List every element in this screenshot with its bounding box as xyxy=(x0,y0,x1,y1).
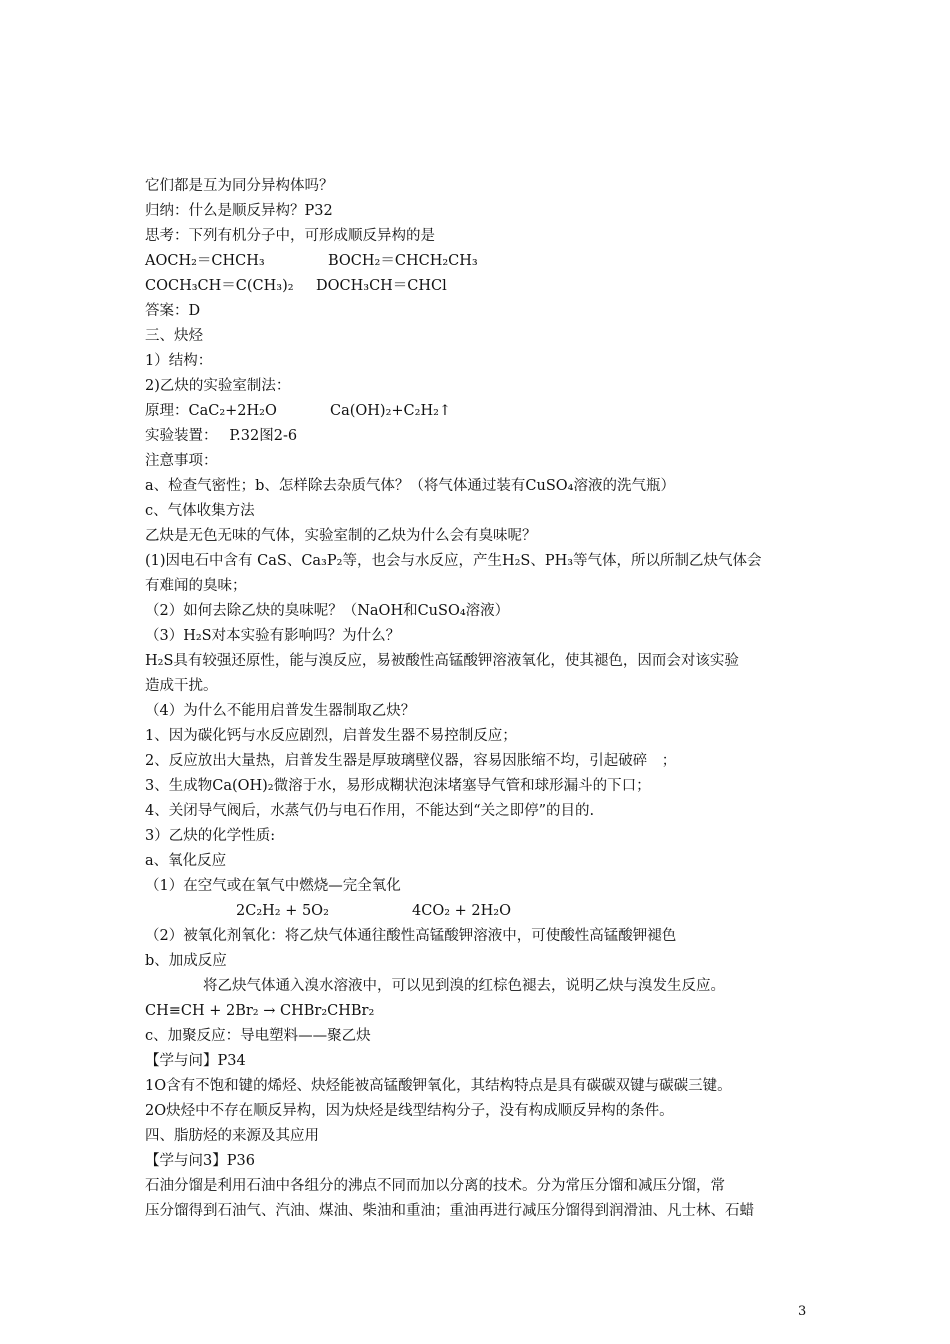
text-line: 石油分馏是利用石油中各组分的沸点不同而加以分离的技术。分为常压分馏和减压分馏，常 xyxy=(145,1178,725,1194)
section-heading: 三、炔烃 xyxy=(145,328,203,344)
text-line: （2）如何去除乙炔的臭味呢？（NaOH和CuSO₄溶液） xyxy=(145,603,510,619)
text-line: 4、关闭导气阀后，水蒸气仍与电石作用，不能达到“关之即停”的目的. xyxy=(145,803,595,819)
text-line: c、气体收集方法 xyxy=(145,503,255,519)
text-line: 1）结构： xyxy=(145,353,213,369)
option-b: BOCH₂＝CHCH₂CH₃ xyxy=(328,253,478,269)
text-line: 【学与问3】P36 xyxy=(145,1153,255,1169)
page-number: 3 xyxy=(798,1304,807,1319)
text-line: c、加聚反应：导电塑料——聚乙炔 xyxy=(145,1028,371,1044)
text-line: 3）乙炔的化学性质: xyxy=(145,828,276,844)
equation-line: CH≡CH + 2Br₂ → CHBr₂CHBr₂ xyxy=(145,1003,375,1019)
text-line: 思考：下列有机分子中，可形成顺反异构的是 xyxy=(145,228,435,244)
text-line: 1、因为碳化钙与水反应剧烈，启普发生器不易控制反应； xyxy=(145,728,517,744)
text-line: 【学与问】P34 xyxy=(145,1053,246,1069)
text-line: a、检查气密性；b、怎样除去杂质气体？（将气体通过装有CuSO₄溶液的洗气瓶） xyxy=(145,478,675,494)
text-line: 压分馏得到石油气、汽油、煤油、柴油和重油；重油再进行减压分馏得到润滑油、凡士林、石蜡 xyxy=(145,1203,754,1219)
text-line: H₂S具有较强还原性，能与溴反应，易被酸性高锰酸钾溶液氧化，使其褪色，因而会对该实验 xyxy=(145,653,739,669)
text-line: （1）在空气或在氧气中燃烧—完全氧化 xyxy=(145,878,401,894)
text-line: a、氧化反应 xyxy=(145,853,227,869)
text-line: 造成干扰。 xyxy=(145,678,218,694)
option-a: AOCH₂＝CHCH₃ xyxy=(145,253,265,269)
text-line: 实验装置： P.32图2-6 xyxy=(145,428,298,444)
text-line: （4）为什么不能用启普发生器制取乙炔？ xyxy=(145,703,416,719)
text-line: (1)因电石中含有 CaS、Ca₃P₂等，也会与水反应，产生H₂S、PH₃等气体，所以所制乙炔气体会 xyxy=(145,553,762,569)
text-line: b、加成反应 xyxy=(145,953,227,969)
text-line: （3）H₂S对本实验有影响吗？为什么？ xyxy=(145,628,401,644)
text-line: 将乙炔气体通入溴水溶液中，可以见到溴的红棕色褪去，说明乙炔与溴发生反应。 xyxy=(203,978,725,994)
text-line: 有难闻的臭味； xyxy=(145,578,247,594)
text-line: 它们都是互为同分异构体吗？ xyxy=(145,178,334,194)
text-line: 注意事项： xyxy=(145,453,218,469)
equation-left: 原理：CaC₂+2H₂O xyxy=(145,403,277,419)
text-line: 1O含有不饱和键的烯烃、炔烃能被高锰酸钾氧化，其结构特点是具有碳碳双键与碳碳三键。 xyxy=(145,1078,732,1094)
equation-left: 2C₂H₂ + 5O₂ xyxy=(236,903,329,919)
answer-line: 答案：D xyxy=(145,303,201,319)
text-line: （2）被氧化剂氧化：将乙炔气体通往酸性高锰酸钾溶液中，可使酸性高锰酸钾褪色 xyxy=(145,928,677,944)
equation-right: Ca(OH)₂+C₂H₂↑ xyxy=(330,403,452,419)
text-line: 2O炔烃中不存在顺反异构，因为炔烃是线型结构分子，没有构成顺反异构的条件。 xyxy=(145,1103,674,1119)
text-line: 2)乙炔的实验室制法： xyxy=(145,378,291,394)
option-d: DOCH₃CH＝CHCl xyxy=(316,278,447,294)
option-c: COCH₃CH＝C(CH₃)₂ xyxy=(145,278,294,294)
section-heading: 四、脂肪烃的来源及其应用 xyxy=(145,1128,319,1144)
text-line: 2、反应放出大量热，启普发生器是厚玻璃壁仪器，容易因胀缩不均，引起破碎 ； xyxy=(145,753,677,769)
text-line: 乙炔是无色无味的气体，实验室制的乙炔为什么会有臭味呢？ xyxy=(145,528,537,544)
text-line: 3、生成物Ca(OH)₂微溶于水，易形成糊状泡沫堵塞导气管和球形漏斗的下口； xyxy=(145,778,651,794)
text-line: 归纳：什么是顺反异构？P32 xyxy=(145,203,333,219)
equation-right: 4CO₂ + 2H₂O xyxy=(412,903,511,919)
